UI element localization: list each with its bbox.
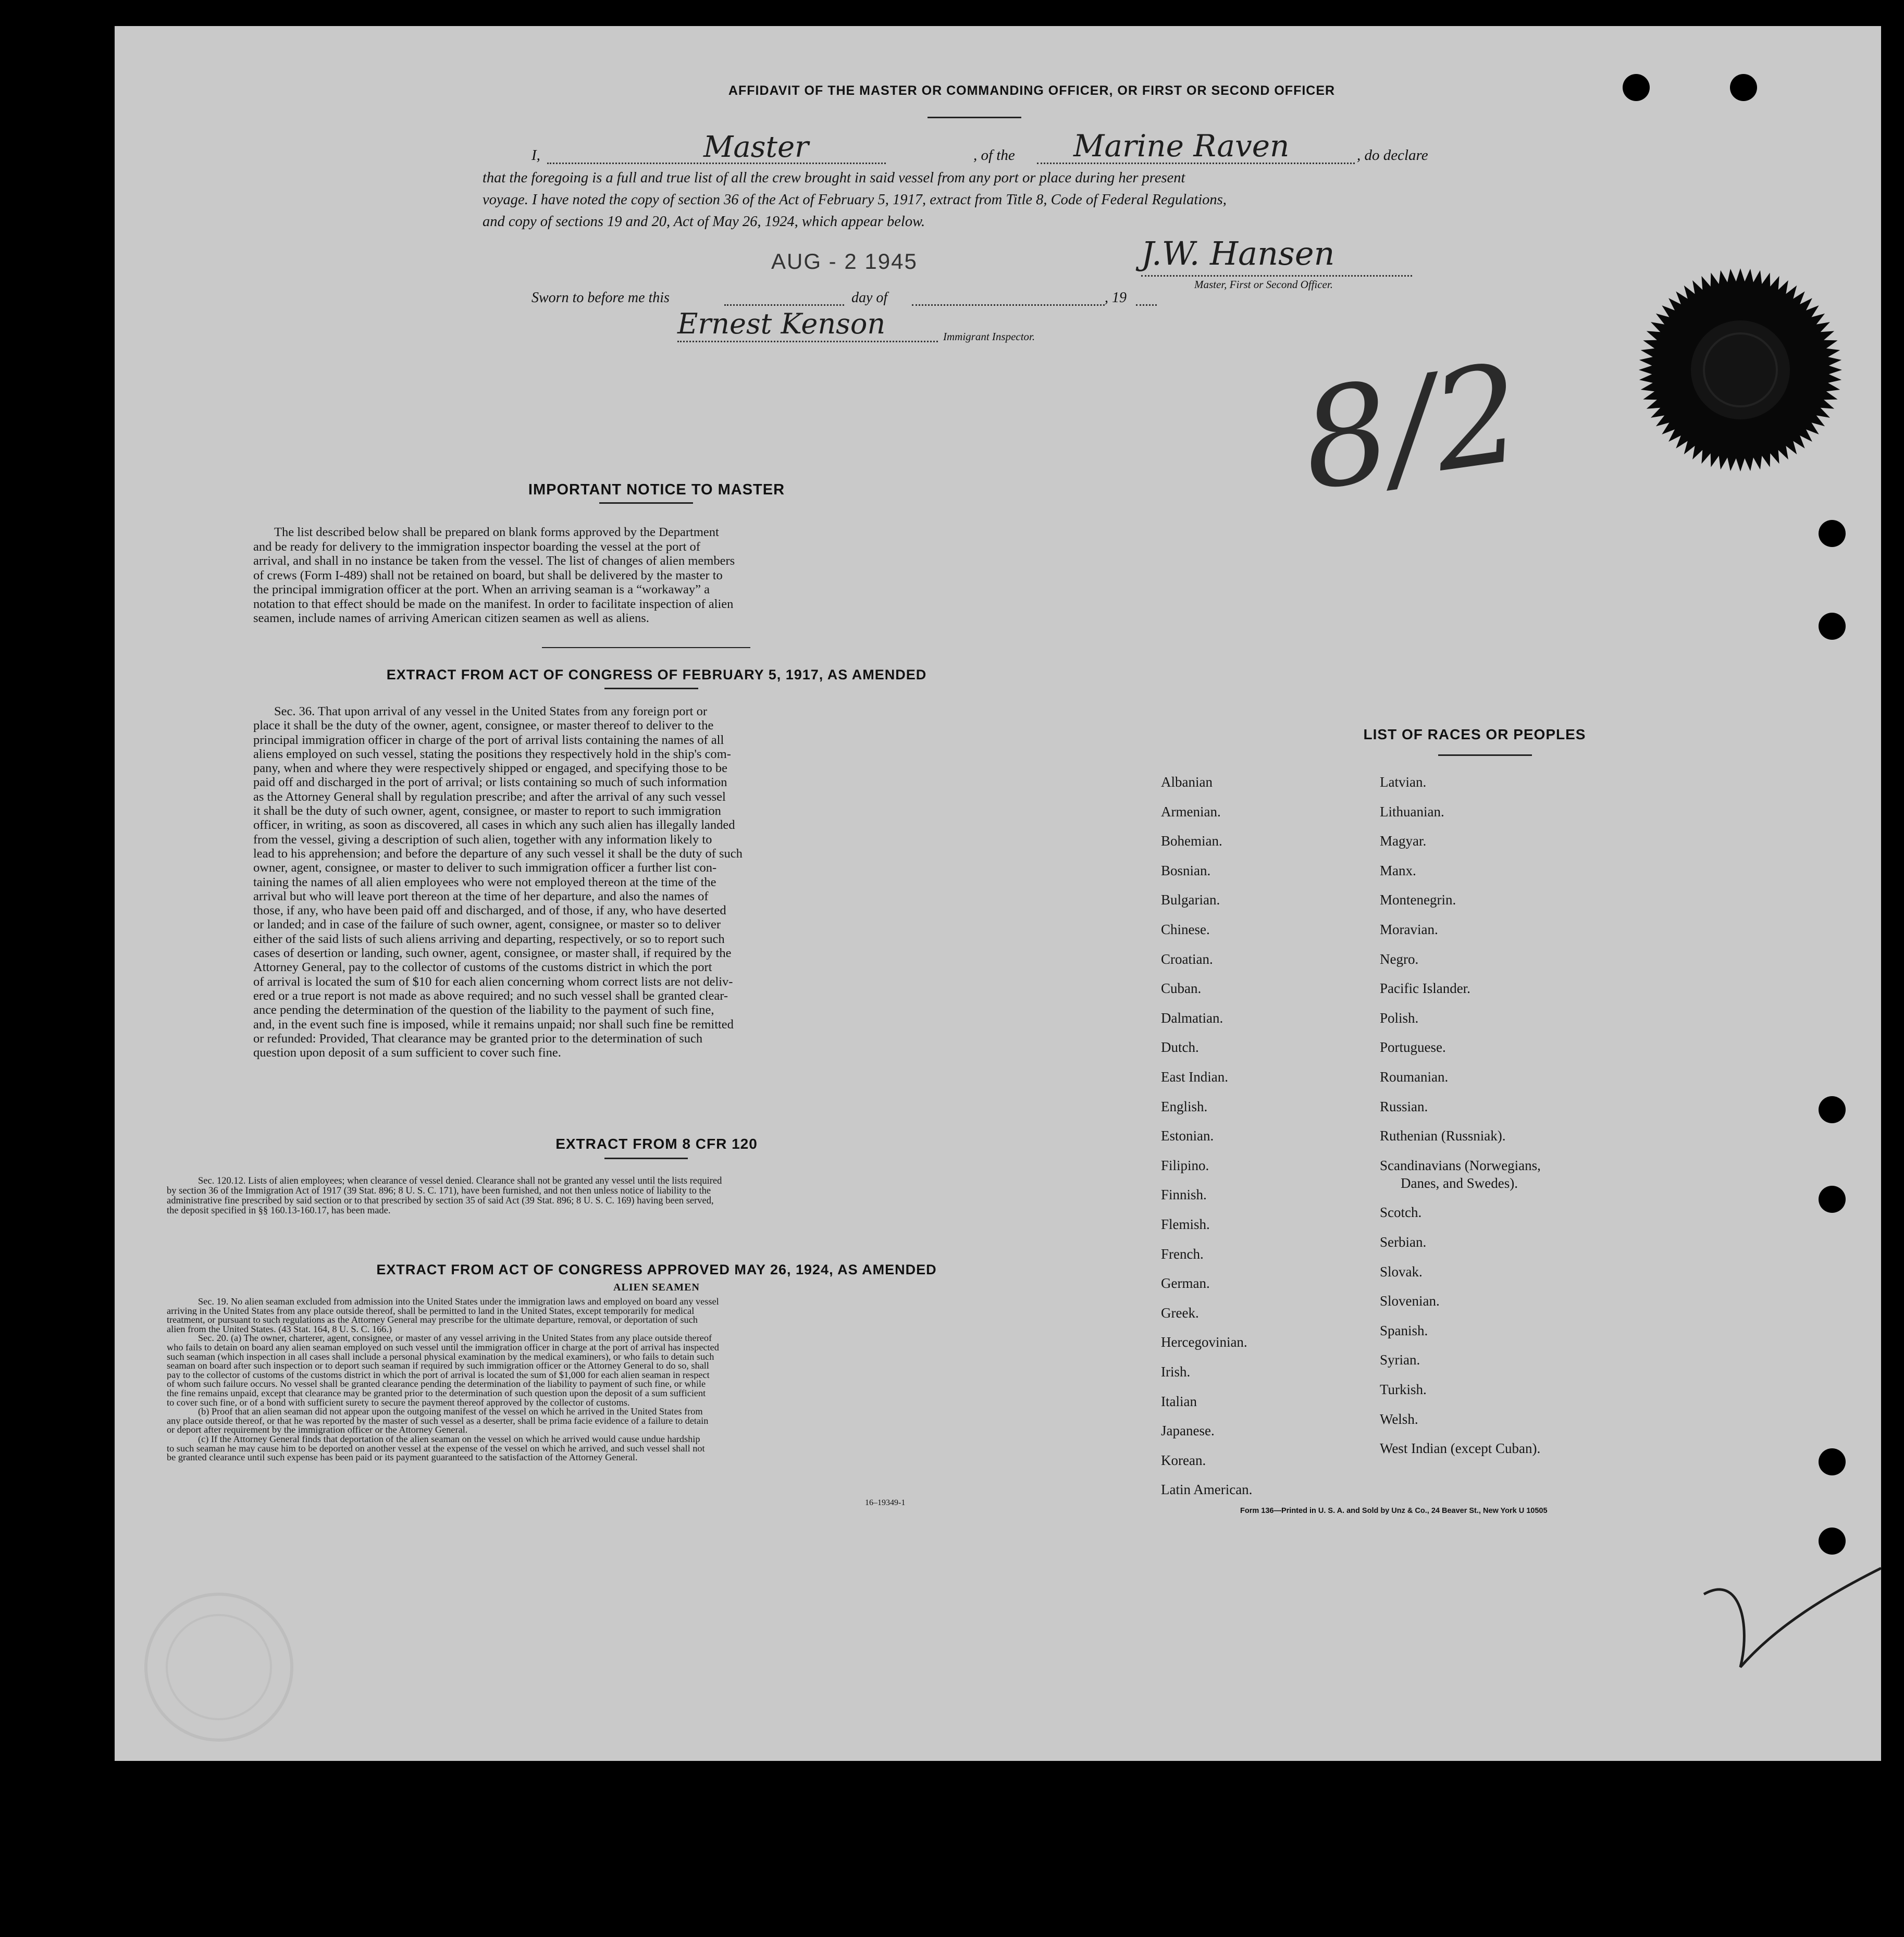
punch-hole — [1623, 74, 1650, 101]
text-line: by section 36 of the Immigration Act of 1917 (39 Stat. 896; 8 U. S. C. 171), have been furnished, and not then unless notice of liability to the — [167, 1186, 711, 1196]
punch-hole — [1819, 1528, 1846, 1555]
text-line: cases of desertion or landing, such owner, agent, consignee, or master shall, if required by the — [253, 946, 732, 961]
race-item: Dalmatian. — [1161, 1010, 1223, 1026]
text-line: lead to his apprehension; and before the departure of any such vessel it shall be the duty of such — [253, 846, 743, 861]
race-item: Scandinavians (Norwegians, — [1380, 1157, 1541, 1173]
punch-hole — [1730, 74, 1757, 101]
vessel-name-handwriting: Marine Raven — [1073, 128, 1290, 164]
master-signature: J.W. Hansen — [1141, 234, 1335, 272]
notice-body — [253, 525, 957, 626]
text-line: of arrival is located the sum of $10 for each alien concerning whom correct lists are not deliv- — [253, 974, 733, 989]
race-item: Welsh. — [1380, 1411, 1418, 1427]
declaration-line-3: and copy of sections 19 and 20, Act of May 26, 1924, which appear below. — [483, 214, 925, 230]
text-line: (b) Proof that an alien seaman did not appear upon the outgoing manifest of the vessel on which he arrived in the United States from — [198, 1407, 703, 1417]
text-line: Sec. 120.12. Lists of alien employees; when clearance of vessel denied. Clearance shall not be granted any vessel until the lists required — [198, 1176, 722, 1186]
race-item: Filipino. — [1161, 1157, 1209, 1173]
race-item: Armenian. — [1161, 803, 1221, 819]
race-item: Spanish. — [1380, 1322, 1428, 1338]
race-item: Turkish. — [1380, 1382, 1427, 1397]
text-line: arrival, and shall in no instance be taken from the vessel. The list of changes of alien members — [253, 554, 735, 568]
race-item: Slovenian. — [1380, 1293, 1440, 1309]
race-item: Dutch. — [1161, 1039, 1199, 1056]
text-line: and, in the event such fine is imposed, while it remains unpaid; nor shall such fine be remitted — [253, 1017, 734, 1032]
text-line: arriving in the United States from any place outside thereof, shall be permitted to land in the United States, except temporarily for medical — [167, 1306, 695, 1316]
race-item: Hercegovinian. — [1161, 1334, 1247, 1350]
inspector-signature: Ernest Kenson — [677, 307, 886, 340]
text-line: ance pending the determination of the question of the liability to the payment of such fine, — [253, 1003, 714, 1017]
text-line: Sec. 19. No alien seaman excluded from admission into the United States under the immigration laws and employed on board any vessel — [198, 1297, 719, 1307]
text-line: from the vessel, giving a description of such alien, together with any information likely to — [253, 832, 712, 847]
extract-1924-subtitle: ALIEN SEAMEN — [613, 1282, 700, 1293]
text-line: it shall be the duty of such owner, agent, consignee, or master to report to such immigration — [253, 804, 721, 818]
text-line: alien from the United States. (43 Stat. 164, 8 U. S. C. 166.) — [167, 1324, 392, 1334]
text-line: principal immigration officer in charge of the port of arrival lists containing the names of all — [253, 732, 724, 747]
inspector-caption: Immigrant Inspector. — [943, 330, 1035, 343]
race-item: Finnish. — [1161, 1187, 1207, 1203]
affidavit-title: AFFIDAVIT OF THE MASTER OR COMMANDING OFFICER, OR FIRST OR SECOND OFFICER — [728, 83, 1336, 98]
punch-hole — [1819, 520, 1846, 547]
text-line: or landed; and in case of the failure of such owner, agent, consignee, or master so to deliver — [253, 917, 721, 932]
extract-1924-body — [167, 1297, 948, 1462]
text-line: notation to that effect should be made on the manifest. In order to facilitate inspection of alien — [253, 597, 734, 611]
text-line: be granted clearance until such expense has been paid or its payment guaranteed to the satisfaction of the Attorney General. — [167, 1453, 638, 1462]
race-item: Chinese. — [1161, 922, 1210, 937]
sworn-month-line — [912, 304, 1105, 306]
extract-1917-rule — [604, 688, 698, 689]
text-line: and be ready for delivery to the immigration inspector boarding the vessel at the port of — [253, 539, 700, 554]
race-item: East Indian. — [1161, 1069, 1228, 1085]
notary-seal — [1636, 266, 1845, 474]
extract-cfr-title: EXTRACT FROM 8 CFR 120 — [555, 1136, 758, 1152]
race-item: Polish. — [1380, 1010, 1419, 1026]
text-line: administrative fine prescribed by said section or to that prescribed by section 35 of said Act (39 Stat. 896; 8 U. S. C. 169) having been served, — [167, 1196, 714, 1206]
race-item: Bohemian. — [1161, 833, 1222, 849]
race-item: Croatian. — [1161, 951, 1213, 967]
text-line: or refunded: Provided, That clearance may be granted prior to the determination of such — [253, 1031, 703, 1046]
race-item: Flemish. — [1161, 1216, 1210, 1232]
affidavit-of-the: , of the — [973, 147, 1015, 164]
form-note: Form 136—Printed in U. S. A. and Sold by Unz & Co., 24 Beaver St., New York U 10505 — [1240, 1507, 1548, 1515]
race-item: Moravian. — [1380, 922, 1438, 937]
text-line: to cover such fine, or of a bond with sufficient surety to secure the payment thereof approved by the collector of customs. — [167, 1398, 630, 1408]
race-item: French. — [1161, 1246, 1204, 1262]
text-line: seaman on board after such inspection or to deport such seaman if required by such immigration officer or the Attorney General to do so, shall — [167, 1361, 709, 1371]
text-line: seamen, include names of arriving American citizen seamen as well as aliens. — [253, 611, 649, 625]
master-signature-line — [1141, 275, 1412, 277]
race-item: Magyar. — [1380, 833, 1427, 849]
print-code: 16–19349-1 — [865, 1498, 906, 1507]
embossed-seal — [135, 1584, 302, 1750]
race-item: Roumanian. — [1380, 1069, 1449, 1085]
race-item: Lithuanian. — [1380, 803, 1444, 819]
extract-1924-title: EXTRACT FROM ACT OF CONGRESS APPROVED MAY 26, 1924, AS AMENDED — [376, 1262, 937, 1277]
text-line: question upon deposit of a sum sufficient to cover such fine. — [253, 1046, 561, 1060]
text-line: Sec. 36. That upon arrival of any vessel in the United States from any foreign port or — [274, 704, 707, 718]
race-item: English. — [1161, 1098, 1208, 1114]
document-page — [115, 26, 1881, 1761]
text-line: either of the said lists of such aliens arriving and departing, respectively, or so to report such — [253, 932, 725, 946]
text-line: taining the names of all alien employees who were not employed thereon at the time of the — [253, 875, 716, 889]
sworn-year-line — [1136, 304, 1157, 306]
race-item: Bosnian. — [1161, 862, 1211, 878]
text-line: arrival but who will leave port thereon at the time of her departure, and also the names of — [253, 889, 709, 903]
text-line: those, if any, who have been paid off and discharged, and of those, if any, who have deserted — [253, 903, 726, 918]
text-line: aliens employed on such vessel, stating the positions they respectively hold in the ship's com- — [253, 747, 731, 761]
text-line: such seaman (which inspection in all cases shall include a personal physical examination by the medical examiners), or who fails to detain such — [167, 1352, 714, 1362]
race-item: Serbian. — [1380, 1234, 1427, 1250]
race-item: Scotch. — [1380, 1205, 1422, 1221]
extract-1917-title: EXTRACT FROM ACT OF CONGRESS OF FEBRUARY 5, 1917, AS AMENDED — [386, 667, 927, 682]
race-item: Montenegrin. — [1380, 892, 1456, 908]
text-line: Sec. 20. (a) The owner, charterer, agent, consignee, or master of any vessel arriving in the United States from any place outside thereof — [198, 1334, 712, 1343]
text-line: paid off and discharged in the port of arrival; or lists containing so much of such information — [253, 775, 727, 790]
race-item: Japanese. — [1161, 1423, 1215, 1439]
text-line: of crews (Form I-489) shall not be retained on board, but shall be delivered by the master to — [253, 568, 723, 582]
master-name-handwriting: Master — [703, 130, 809, 164]
race-item: Slovak. — [1380, 1263, 1423, 1280]
day-of-label: day of — [851, 290, 888, 306]
check-mark-icon — [1693, 1563, 1891, 1688]
text-line: the deposit specified in §§ 160.13-160.17, has been made. — [167, 1206, 391, 1216]
race-item: Italian — [1161, 1393, 1197, 1409]
races-title: LIST OF RACES OR PEOPLES — [1363, 726, 1586, 742]
notice-title-rule — [599, 502, 693, 504]
notice-title: IMPORTANT NOTICE TO MASTER — [528, 481, 785, 498]
text-line: pay to the collector of customs of the customs district in which the port of arrival is located the sum of $1,000 for each alien seaman in respect — [167, 1370, 710, 1380]
race-item: Latvian. — [1380, 774, 1427, 790]
race-item: Cuban. — [1161, 980, 1202, 997]
text-line: pany, when and where they were respectively shipped or engaged, and specifying those to be — [253, 761, 728, 776]
race-item: Portuguese. — [1380, 1039, 1446, 1056]
race-item: Latin American. — [1161, 1482, 1253, 1498]
extract-1917-body — [253, 704, 957, 1060]
text-line: to such seaman he may cause him to be deported on another vessel at the expense of the vessel on which he arrived, and such vessel shall not — [167, 1444, 705, 1454]
text-line: place it shall be the duty of the owner, agent, consignee, or master thereof to deliver to the — [253, 718, 714, 733]
year-label: , 19 — [1105, 290, 1127, 306]
text-line: the fine remains unpaid, except that clearance may be granted prior to the determination of such question upon the deposit of a sum sufficient — [167, 1388, 706, 1398]
sworn-label: Sworn to before me this — [531, 290, 670, 306]
extract-cfr-body — [167, 1176, 948, 1216]
text-line: Attorney General, pay to the collector of customs of the customs district in which the port — [253, 960, 712, 975]
master-caption: Master, First or Second Officer. — [1194, 278, 1333, 291]
race-item: Albanian — [1161, 774, 1213, 790]
text-line: who fails to detain on board any alien seaman employed on such vessel until the immigration officer in charge at the port of arrival has inspected — [167, 1343, 719, 1352]
affidavit-i-label: I, — [531, 147, 540, 164]
race-item: Pacific Islander. — [1380, 980, 1470, 997]
race-item: Syrian. — [1380, 1352, 1420, 1368]
text-line: the principal immigration officer at the port. When an arriving seaman is a “workaway” a — [253, 582, 710, 597]
sworn-day-line — [724, 304, 844, 306]
race-item: Irish. — [1161, 1364, 1191, 1380]
margin-number-handwriting: 8/2 — [1293, 334, 1531, 521]
text-line: officer, in writing, as soon as discovered, all cases in which any such alien has illegally landed — [253, 818, 735, 833]
race-item: German. — [1161, 1275, 1210, 1292]
date-stamp: AUG - 2 1945 — [771, 249, 918, 274]
inspector-signature-line — [677, 341, 938, 342]
text-line: (c) If the Attorney General finds that deportation of the alien seaman on the vessel on which he arrived would cause undue hardship — [198, 1434, 700, 1444]
race-item: Ruthenian (Russniak). — [1380, 1128, 1506, 1144]
race-item: Danes, and Swedes). — [1401, 1175, 1518, 1191]
punch-hole — [1819, 1448, 1846, 1475]
notice-end-rule — [542, 647, 750, 648]
text-line: any place outside thereof, or that he was reported by the master of such vessel as a deserter, shall be prima facie evidence of a failure to detain — [167, 1416, 709, 1426]
race-item: West Indian (except Cuban). — [1380, 1441, 1541, 1457]
races-title-rule — [1438, 754, 1532, 756]
text-line: of whom such failure occurs. No vessel shall be granted clearance pending the determination of the liability to payment of such fine, or while — [167, 1380, 706, 1389]
punch-hole — [1819, 1186, 1846, 1213]
text-line: or deport after requirement by the immigration officer or the Attorney General. — [167, 1425, 468, 1435]
race-item: Greek. — [1161, 1305, 1199, 1321]
punch-hole — [1819, 1096, 1846, 1123]
race-item: Bulgarian. — [1161, 892, 1220, 908]
race-item: Manx. — [1380, 862, 1416, 878]
text-line: The list described below shall be prepared on blank forms approved by the Department — [274, 525, 719, 539]
affidavit-do-declare: , do declare — [1357, 147, 1428, 164]
text-line: as the Attorney General shall by regulation prescribe; and after the arrival of any such vessel — [253, 789, 726, 804]
race-item: Estonian. — [1161, 1128, 1214, 1144]
text-line: treatment, or pursuant to such regulations as the Attorney General may prescribe for the ultimate departure, removal, or deportation of such — [167, 1315, 698, 1325]
text-line: owner, agent, consignee, or master to deliver to such immigration officer a further list con- — [253, 861, 717, 875]
declaration-line-2: voyage. I have noted the copy of section 36 of the Act of February 5, 1917, extract from Title 8, Code of Federal Regulations, — [483, 192, 1227, 208]
race-item: Korean. — [1161, 1452, 1206, 1468]
race-item: Negro. — [1380, 951, 1419, 967]
punch-hole — [1819, 613, 1846, 640]
race-item: Russian. — [1380, 1098, 1428, 1114]
affidavit-title-rule — [928, 117, 1021, 118]
text-line: ered or a true report is not made as above required; and no such vessel shall be granted clear- — [253, 988, 728, 1003]
extract-cfr-rule — [604, 1158, 688, 1159]
declaration-line-1: that the foregoing is a full and true list of all the crew brought in said vessel from any port or place during her present — [483, 170, 1185, 186]
